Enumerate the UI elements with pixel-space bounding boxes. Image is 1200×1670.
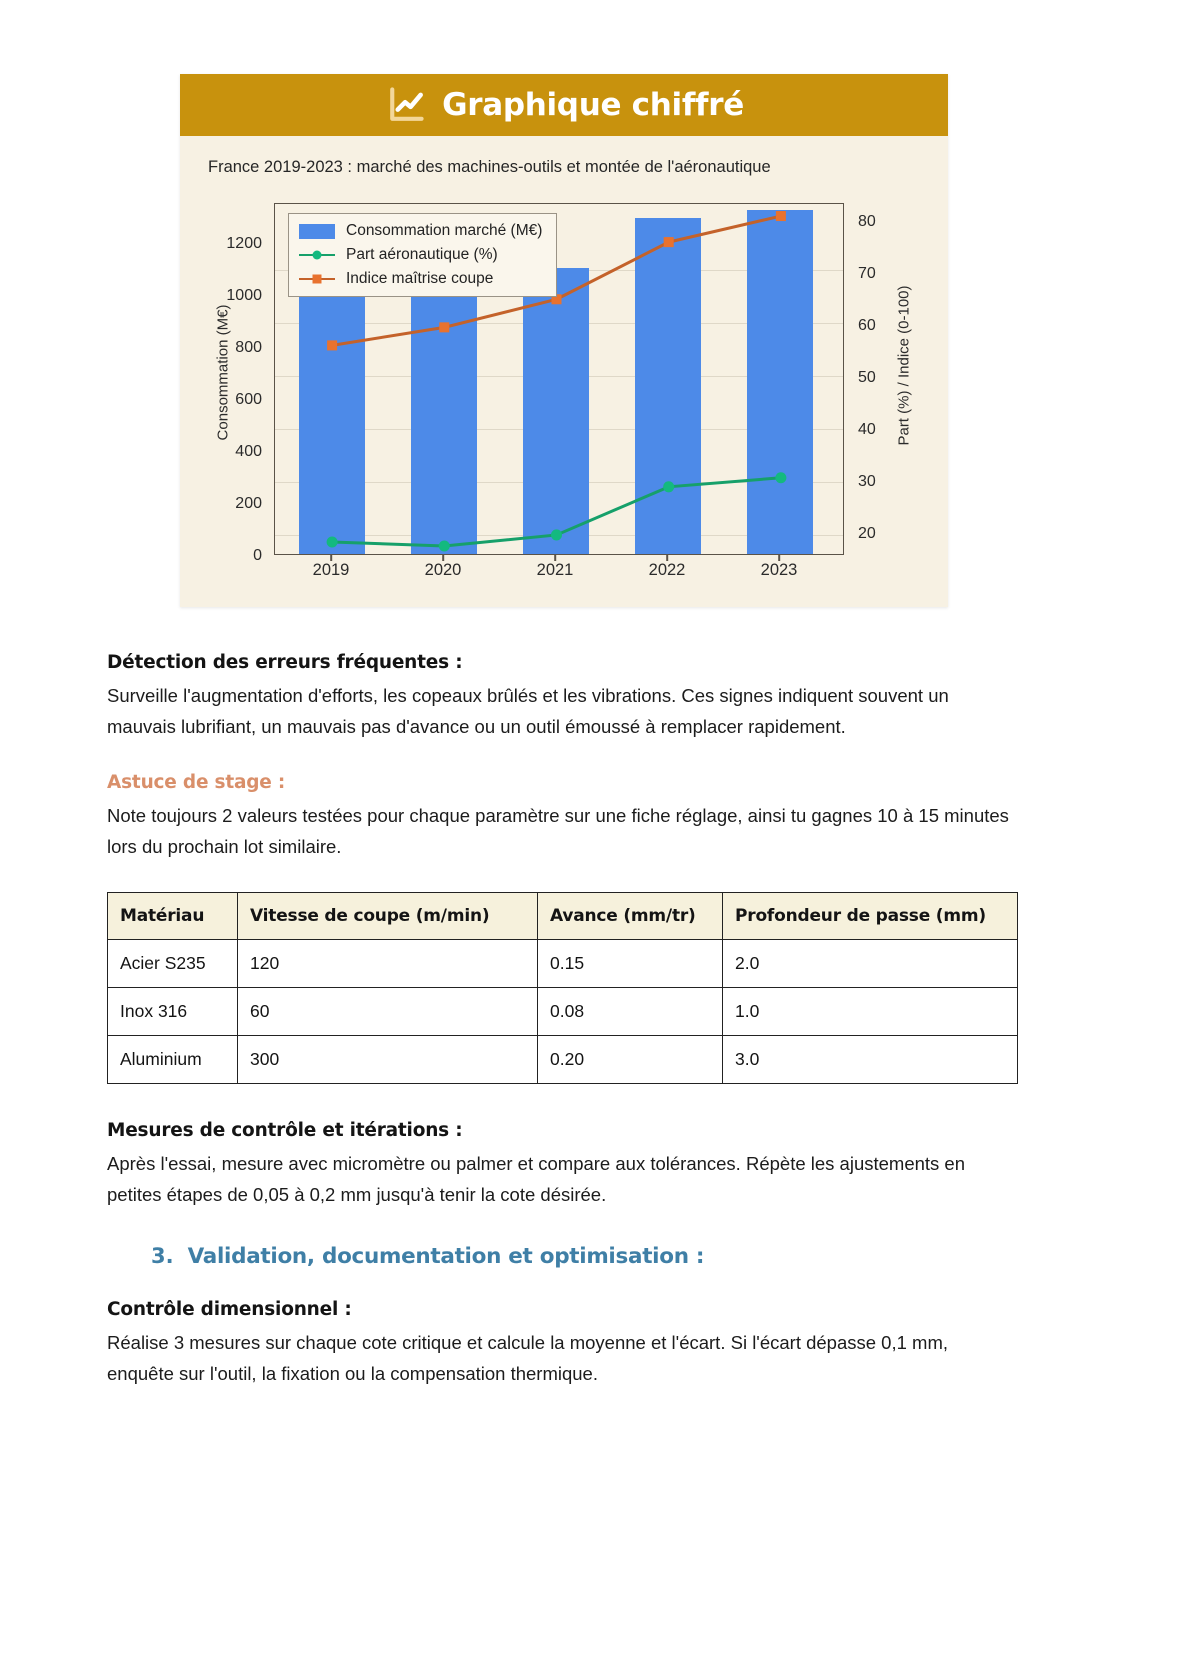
tip-paragraph: Note toujours 2 valeurs testées pour chaque paramètre sur une fiche réglage, ainsi tu gagnes 10 à 15 minutes lors du prochain lot similaire. — [107, 805, 1009, 857]
legend-item-part — [299, 246, 542, 264]
y-axis-label-right: Part (%) / Indice (0-100) — [895, 285, 913, 446]
table-cell: 0.08 — [538, 988, 723, 1036]
table-header-cell: Matériau — [108, 893, 238, 940]
x-tick-label: 2020 — [424, 561, 462, 579]
dimensional-heading: Contrôle dimensionnel : — [107, 1299, 352, 1321]
y-tick-right: 30 — [858, 473, 876, 490]
y-tick-left: 200 — [235, 495, 262, 512]
section-dimensional — [107, 1299, 1017, 1389]
tip-heading: Astuce de stage : — [107, 772, 286, 794]
x-axis-ticks — [274, 561, 844, 587]
legend-label: Consommation marché (M€) — [346, 222, 543, 239]
y-tick-right: 50 — [858, 369, 876, 386]
validation-title: Validation, documentation et optimisation : — [187, 1244, 705, 1270]
errors-heading: Détection des erreurs fréquentes : — [107, 652, 463, 673]
cutting-parameters-table — [107, 892, 1018, 1084]
y-tick-left: 1000 — [226, 287, 262, 304]
x-tick-label: 2023 — [760, 561, 798, 579]
y-axis-label-left: Consommation (M€) — [214, 304, 232, 441]
table-row — [108, 988, 1018, 1036]
table-cell: 0.20 — [538, 1036, 723, 1084]
table-header-cell: Vitesse de coupe (m/min) — [238, 893, 538, 940]
measures-paragraph: Après l'essai, mesure avec micromètre ou palmer et compare aux tolérances. Répète les ajustements en petites étapes de 0,05 à 0,2 mm jusqu'à tenir la cote désirée. — [107, 1153, 966, 1205]
document-content — [107, 652, 1017, 1419]
y-tick-left: 600 — [235, 391, 262, 408]
table-cell: Inox 316 — [108, 988, 238, 1036]
y-tick-left: 0 — [253, 547, 262, 564]
section-validation-heading — [151, 1244, 1017, 1269]
x-tick-label: 2021 — [536, 561, 574, 579]
dimensional-paragraph: Réalise 3 mesures sur chaque cote critique et calcule la moyenne et l'écart. Si l'écart dépasse 0,1 mm, enquête sur l'outil, la fixation ou la compensation thermique. — [107, 1332, 949, 1384]
legend-item-consommation — [299, 222, 542, 240]
chart-card — [180, 74, 948, 607]
y-tick-left: 1200 — [226, 235, 262, 252]
y-tick-right: 40 — [858, 421, 876, 438]
y-tick-right: 70 — [858, 265, 876, 282]
y-tick-left: 400 — [235, 443, 262, 460]
table-cell: Aluminium — [108, 1036, 238, 1084]
chart-plot — [202, 189, 926, 589]
chart-banner — [180, 74, 948, 136]
chart-subtitle: France 2019-2023 : marché des machines-outils et montée de l'aéronautique — [208, 158, 771, 176]
table-header-row — [108, 893, 1018, 940]
y-tick-left: 800 — [235, 339, 262, 356]
y-tick-right: 80 — [858, 213, 876, 230]
chart-body — [180, 136, 948, 607]
y-axis-ticks-right — [848, 209, 910, 549]
section-tip — [107, 772, 1017, 862]
table-cell: 120 — [238, 940, 538, 988]
table-header-cell: Profondeur de passe (mm) — [723, 893, 1018, 940]
legend-label: Indice maîtrise coupe — [346, 270, 494, 287]
table-cell: 3.0 — [723, 1036, 1018, 1084]
legend-swatch-bar-icon — [299, 224, 335, 239]
y-tick-right: 60 — [858, 317, 876, 334]
errors-paragraph: Surveille l'augmentation d'efforts, les copeaux brûlés et les vibrations. Ces signes indiquent souvent un mauvais lubrifiant, un mauvais pas d'avance ou un outil émoussé à remplacer rapidement. — [107, 685, 949, 737]
x-tick-label: 2019 — [312, 561, 350, 579]
table-cell: 2.0 — [723, 940, 1018, 988]
table-header-cell: Avance (mm/tr) — [538, 893, 723, 940]
table-cell: 60 — [238, 988, 538, 1036]
legend-swatch-line-circle-icon — [299, 248, 335, 263]
x-tick-label: 2022 — [648, 561, 686, 579]
table-cell: 0.15 — [538, 940, 723, 988]
table-cell: 1.0 — [723, 988, 1018, 1036]
measures-heading: Mesures de contrôle et itérations : — [107, 1120, 463, 1142]
y-tick-right: 20 — [858, 525, 876, 542]
table-cell: Acier S235 — [108, 940, 238, 988]
line-chart-icon — [384, 83, 428, 127]
section-errors — [107, 652, 1017, 742]
chart-banner-title: Graphique chiffré — [442, 87, 744, 123]
y-axis-ticks-left — [212, 209, 270, 564]
table-cell: 300 — [238, 1036, 538, 1084]
chart-legend — [288, 213, 557, 297]
validation-number: 3. — [151, 1244, 174, 1269]
section-measures — [107, 1120, 1017, 1210]
table-row — [108, 1036, 1018, 1084]
legend-label: Part aéronautique (%) — [346, 246, 498, 263]
legend-item-indice — [299, 270, 542, 288]
table-row — [108, 940, 1018, 988]
legend-swatch-line-square-icon — [299, 272, 335, 287]
